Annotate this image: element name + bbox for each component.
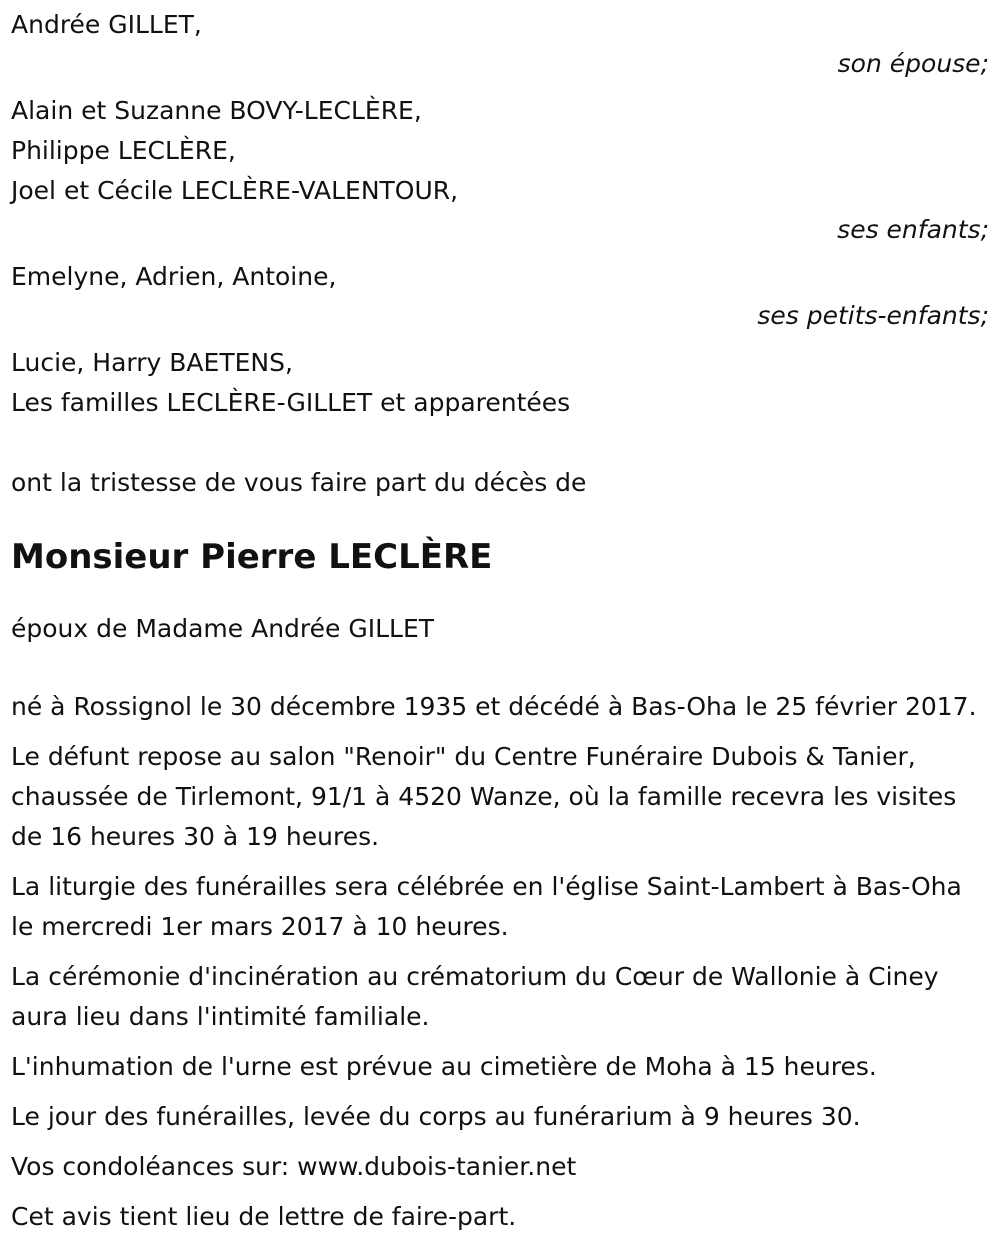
child-line: Philippe LECLÈRE,	[11, 136, 236, 165]
grandchildren-group	[11, 257, 989, 335]
child-line: Joel et Cécile LECLÈRE-VALENTOUR,	[11, 176, 459, 205]
children-role: ses enfants;	[837, 215, 989, 244]
repose-paragraph: Le défunt repose au salon "Renoir" du Centre Funéraire Dubois & Tanier, chaussée de Tirlemont, 91/1 à 4520 Wanze, où la famille recevra les visites de 16 heures 30 à 19 heures.	[11, 742, 957, 851]
announcement-text: ont la tristesse de vous faire part du décès de	[11, 468, 587, 497]
spouse-role: son épouse;	[837, 49, 989, 78]
inhumation-paragraph: L'inhumation de l'urne est prévue au cimetière de Moha à 15 heures.	[11, 1052, 877, 1081]
spouse-of-text: époux de Madame Andrée GILLET	[11, 614, 435, 643]
grandchildren-role: ses petits-enfants;	[757, 301, 989, 330]
child-line: Alain et Suzanne BOVY-LECLÈRE,	[11, 96, 422, 125]
cremation-paragraph: La cérémonie d'incinération au crématorium du Cœur de Wallonie à Ciney aura lieu dans l'intimité familiale.	[11, 962, 939, 1031]
notice-paragraph: Cet avis tient lieu de lettre de faire-part.	[11, 1202, 517, 1231]
relative-line: Les familles LECLÈRE-GILLET et apparentées	[11, 388, 571, 417]
birth-death-paragraph: né à Rossignol le 30 décembre 1935 et décédé à Bas-Oha le 25 février 2017.	[11, 692, 977, 721]
liturgy-paragraph: La liturgie des funérailles sera célébrée en l'église Saint-Lambert à Bas-Oha le mercredi 1er mars 2017 à 10 heures.	[11, 872, 962, 941]
condolences-paragraph: Vos condoléances sur: www.dubois-tanier.net	[11, 1152, 577, 1181]
relative-line: Lucie, Harry BAETENS,	[11, 348, 293, 377]
grandchildren-names: Emelyne, Adrien, Antoine,	[11, 262, 337, 291]
spouse-name: Andrée GILLET,	[11, 10, 202, 39]
deceased-name: Monsieur Pierre LECLÈRE	[11, 537, 493, 577]
children-group	[11, 91, 989, 249]
spouse-group	[11, 5, 989, 83]
other-relatives-group	[11, 343, 989, 423]
obituary-notice	[11, 5, 989, 1247]
funeral-day-paragraph: Le jour des funérailles, levée du corps au funérarium à 9 heures 30.	[11, 1102, 861, 1131]
